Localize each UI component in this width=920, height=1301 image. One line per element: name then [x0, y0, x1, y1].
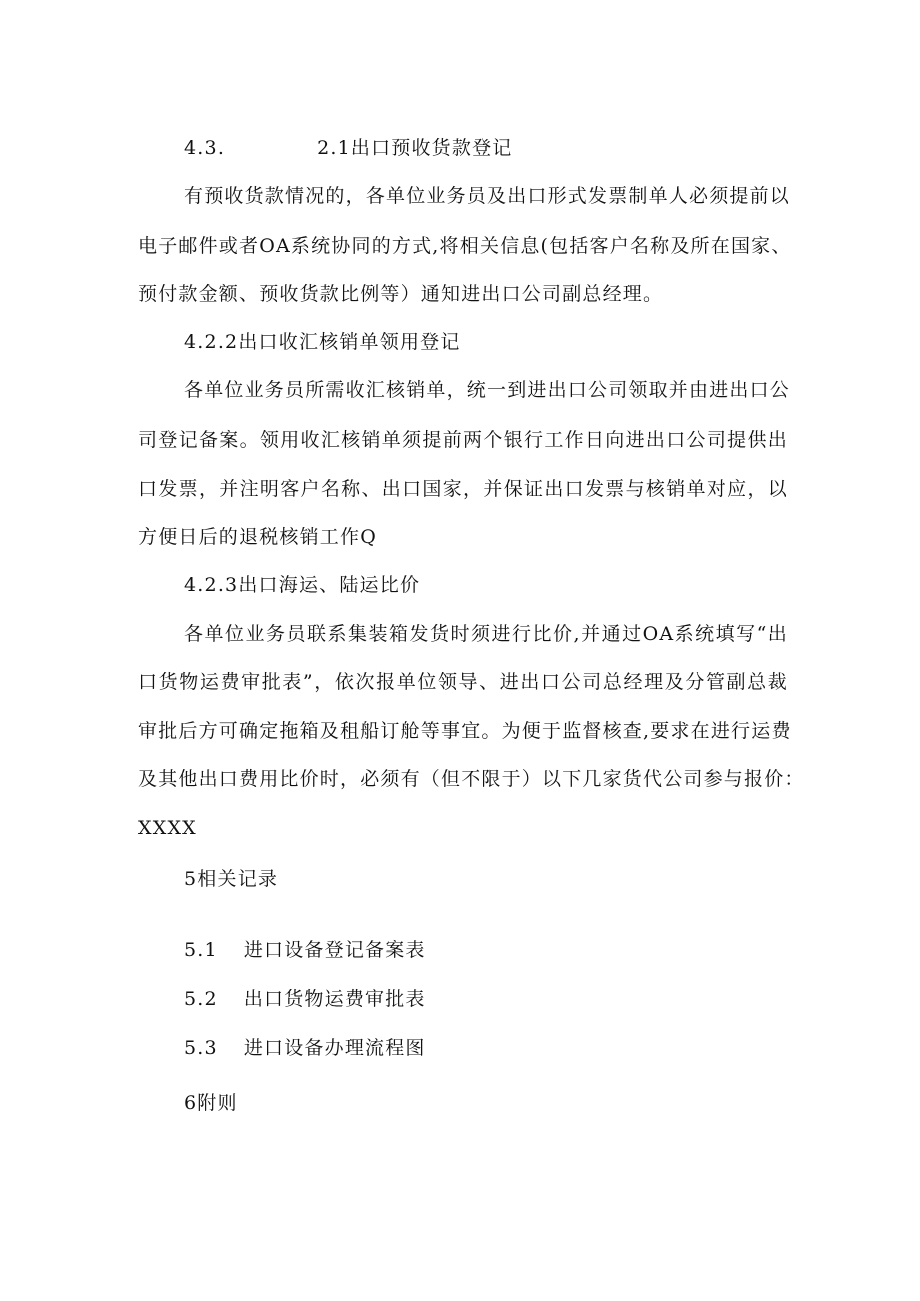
para2-line3: 口发票，并注明客户名称、出口国家，并保证出口发票与核销单对应，以	[138, 478, 788, 500]
para2-line4: 方便日后的退税核销工作Q	[138, 526, 377, 548]
record-item	[184, 938, 788, 962]
para2-line2: 司登记备案。领用收汇核销单须提前两个银行工作日向进出口公司提供出	[138, 429, 788, 451]
heading-4-3-title: 2.1出口预收货款登记	[317, 137, 513, 159]
record-item-label: 出口货物运费审批表	[243, 988, 426, 1010]
record-item	[184, 987, 788, 1011]
record-item-number: 5.1	[184, 939, 218, 961]
para1-line3: 预付款金额、预收货款比例等）通知进出口公司副总经理。	[138, 283, 664, 305]
para3-line5: XXXX	[138, 817, 197, 839]
record-item-label: 进口设备登记备案表	[243, 939, 426, 961]
para2-line1: 各单位业务员所需收汇核销单，统一到进出口公司领取并由进出口公	[184, 379, 791, 401]
para1-line1: 有预收货款情况的，各单位业务员及出口形式发票制单人必须提前以	[184, 185, 791, 207]
para3-line2: 口货物运费审批表”，依次报单位领导、进出口公司总经理及分管副总裁	[138, 671, 788, 693]
record-item-label: 进口设备办理流程图	[243, 1037, 426, 1059]
para1-line2: 电子邮件或者OA系统协同的方式,将相关信息(包括客户名称及所在国家、	[138, 235, 792, 257]
heading-4-2-3: 4.2.3出口海运、陆运比价	[184, 574, 421, 596]
heading-4-3	[184, 136, 788, 160]
record-item	[184, 1036, 788, 1060]
heading-4-2-2: 4.2.2出口收汇核销单领用登记	[184, 331, 461, 353]
record-item-number: 5.2	[184, 988, 218, 1010]
heading-6: 6附则	[184, 1092, 238, 1114]
heading-5: 5相关记录	[184, 868, 279, 890]
para3-line1: 各单位业务员联系集装箱发货时须进行比价,并通过OA系统填写“出	[184, 623, 788, 645]
heading-4-3-number: 4.3.	[184, 137, 226, 159]
record-item-number: 5.3	[184, 1037, 218, 1059]
para3-line3: 审批后方可确定拖箱及租船订舱等事宜。为便于监督核查,要求在进行运费	[138, 720, 792, 742]
para3-line4: 及其他出口费用比价时，必须有（但不限于）以下几家货代公司参与报价：	[138, 768, 805, 790]
